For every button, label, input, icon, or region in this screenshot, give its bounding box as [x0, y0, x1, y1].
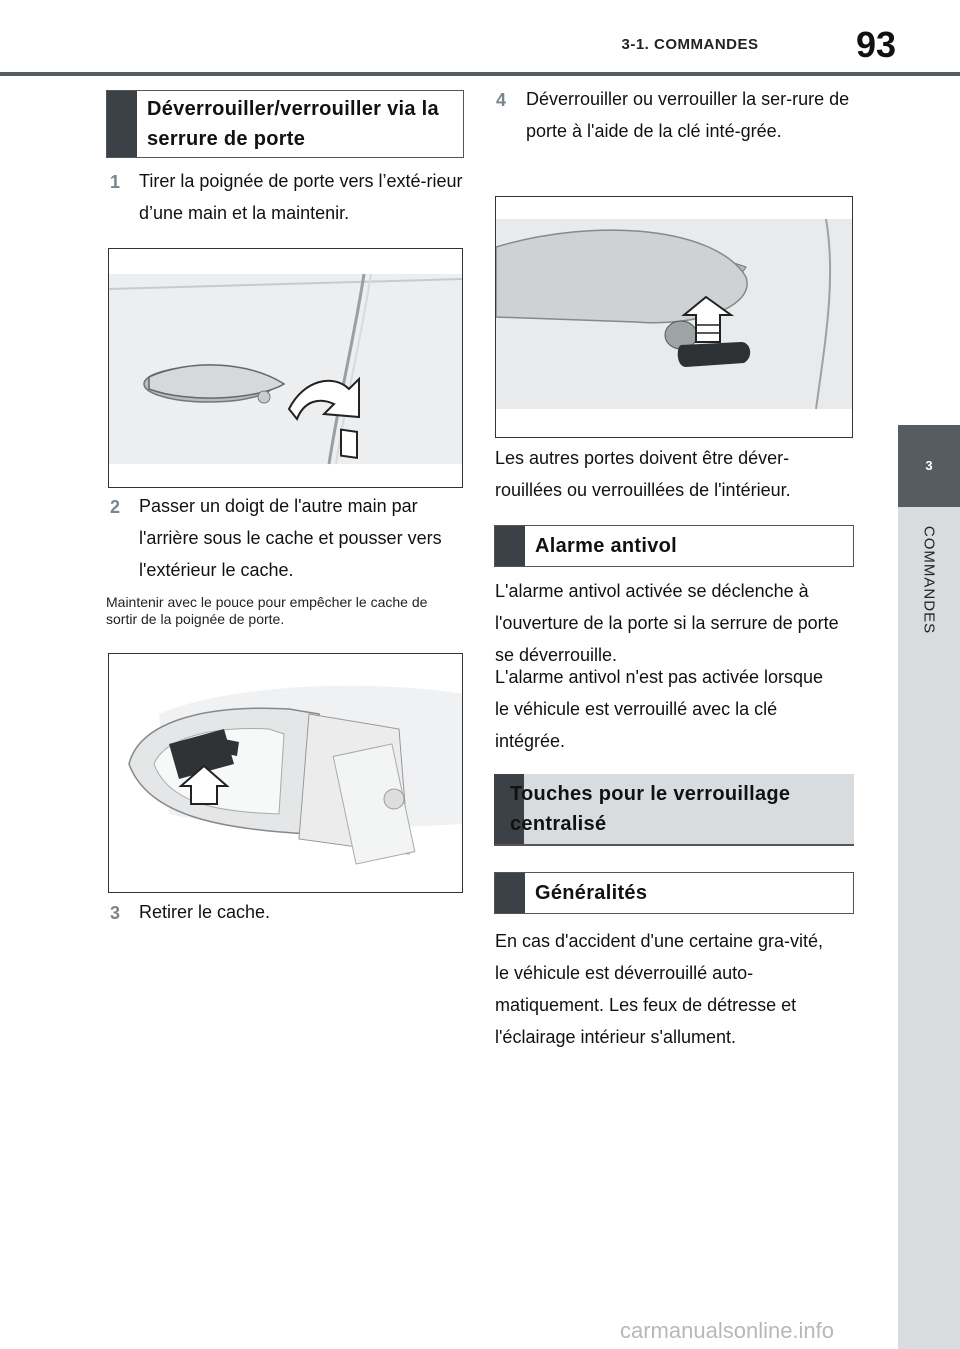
watermark: carmanualsonline.info: [620, 1318, 835, 1343]
section-heading-text: Touches pour le verrouillage centralisé: [510, 783, 791, 835]
section-heading-general: [494, 872, 854, 914]
step-number: 4: [496, 90, 507, 110]
paragraph: L'alarme antivol n'est pas activée lorsque le véhicule est verrouillé avec la clé intégrée.: [495, 667, 824, 751]
heading-accent-bar: [495, 526, 525, 566]
heading-accent-bar: [107, 91, 137, 157]
door-handle-pull-illustration: [108, 248, 463, 488]
step-text: Tirer la poignée de porte vers l’exté-rieur d’une main et la maintenir.: [139, 171, 463, 223]
section-heading-central-locking: [494, 774, 854, 846]
step-text: Déverrouiller ou verrouiller la ser-rure de porte à l'aide de la clé inté-grée.: [526, 89, 850, 141]
step-number: 2: [110, 497, 121, 517]
header-divider: [0, 72, 960, 76]
note-text: Maintenir avec le pouce pour empêcher le cache de sortir de la poignée de porte.: [106, 594, 428, 627]
section-heading-door-lock: [106, 90, 464, 158]
step-text: Retirer le cache.: [139, 902, 271, 922]
page-number: 93: [855, 24, 896, 65]
paragraph: L'alarme antivol activée se déclenche à l'ouverture de la porte si la serrure de porte se déverrouille.: [495, 581, 839, 665]
section-heading-text: Alarme antivol: [535, 535, 678, 557]
chapter-tab-number: 3: [898, 425, 960, 507]
paragraph: Les autres portes doivent être déver-rouillées ou verrouillées de l'intérieur.: [495, 448, 791, 500]
section-heading-text: Généralités: [535, 882, 648, 904]
step-text: Passer un doigt de l'autre main par l'arrière sous le cache et pousser vers l'extérieur le cache.: [139, 496, 442, 580]
chapter-tab-label: COMMANDES: [920, 525, 938, 635]
section-heading-text: Déverrouiller/verrouiller via la serrure de porte: [147, 98, 439, 150]
step-number: 1: [110, 172, 121, 192]
section-heading-alarm: [494, 525, 854, 567]
handle-cover-push-illustration: [108, 653, 463, 893]
heading-accent-bar: [495, 873, 525, 913]
paragraph: En cas d'accident d'une certaine gra-vité, le véhicule est déverrouillé auto-matiquement. Les feux de détresse et l'éclairage intérieur s'allument.: [495, 931, 824, 1047]
key-in-lock-illustration: [495, 196, 853, 438]
step-number: 3: [110, 903, 121, 923]
section-title: 3-1. COMMANDES: [621, 36, 759, 53]
